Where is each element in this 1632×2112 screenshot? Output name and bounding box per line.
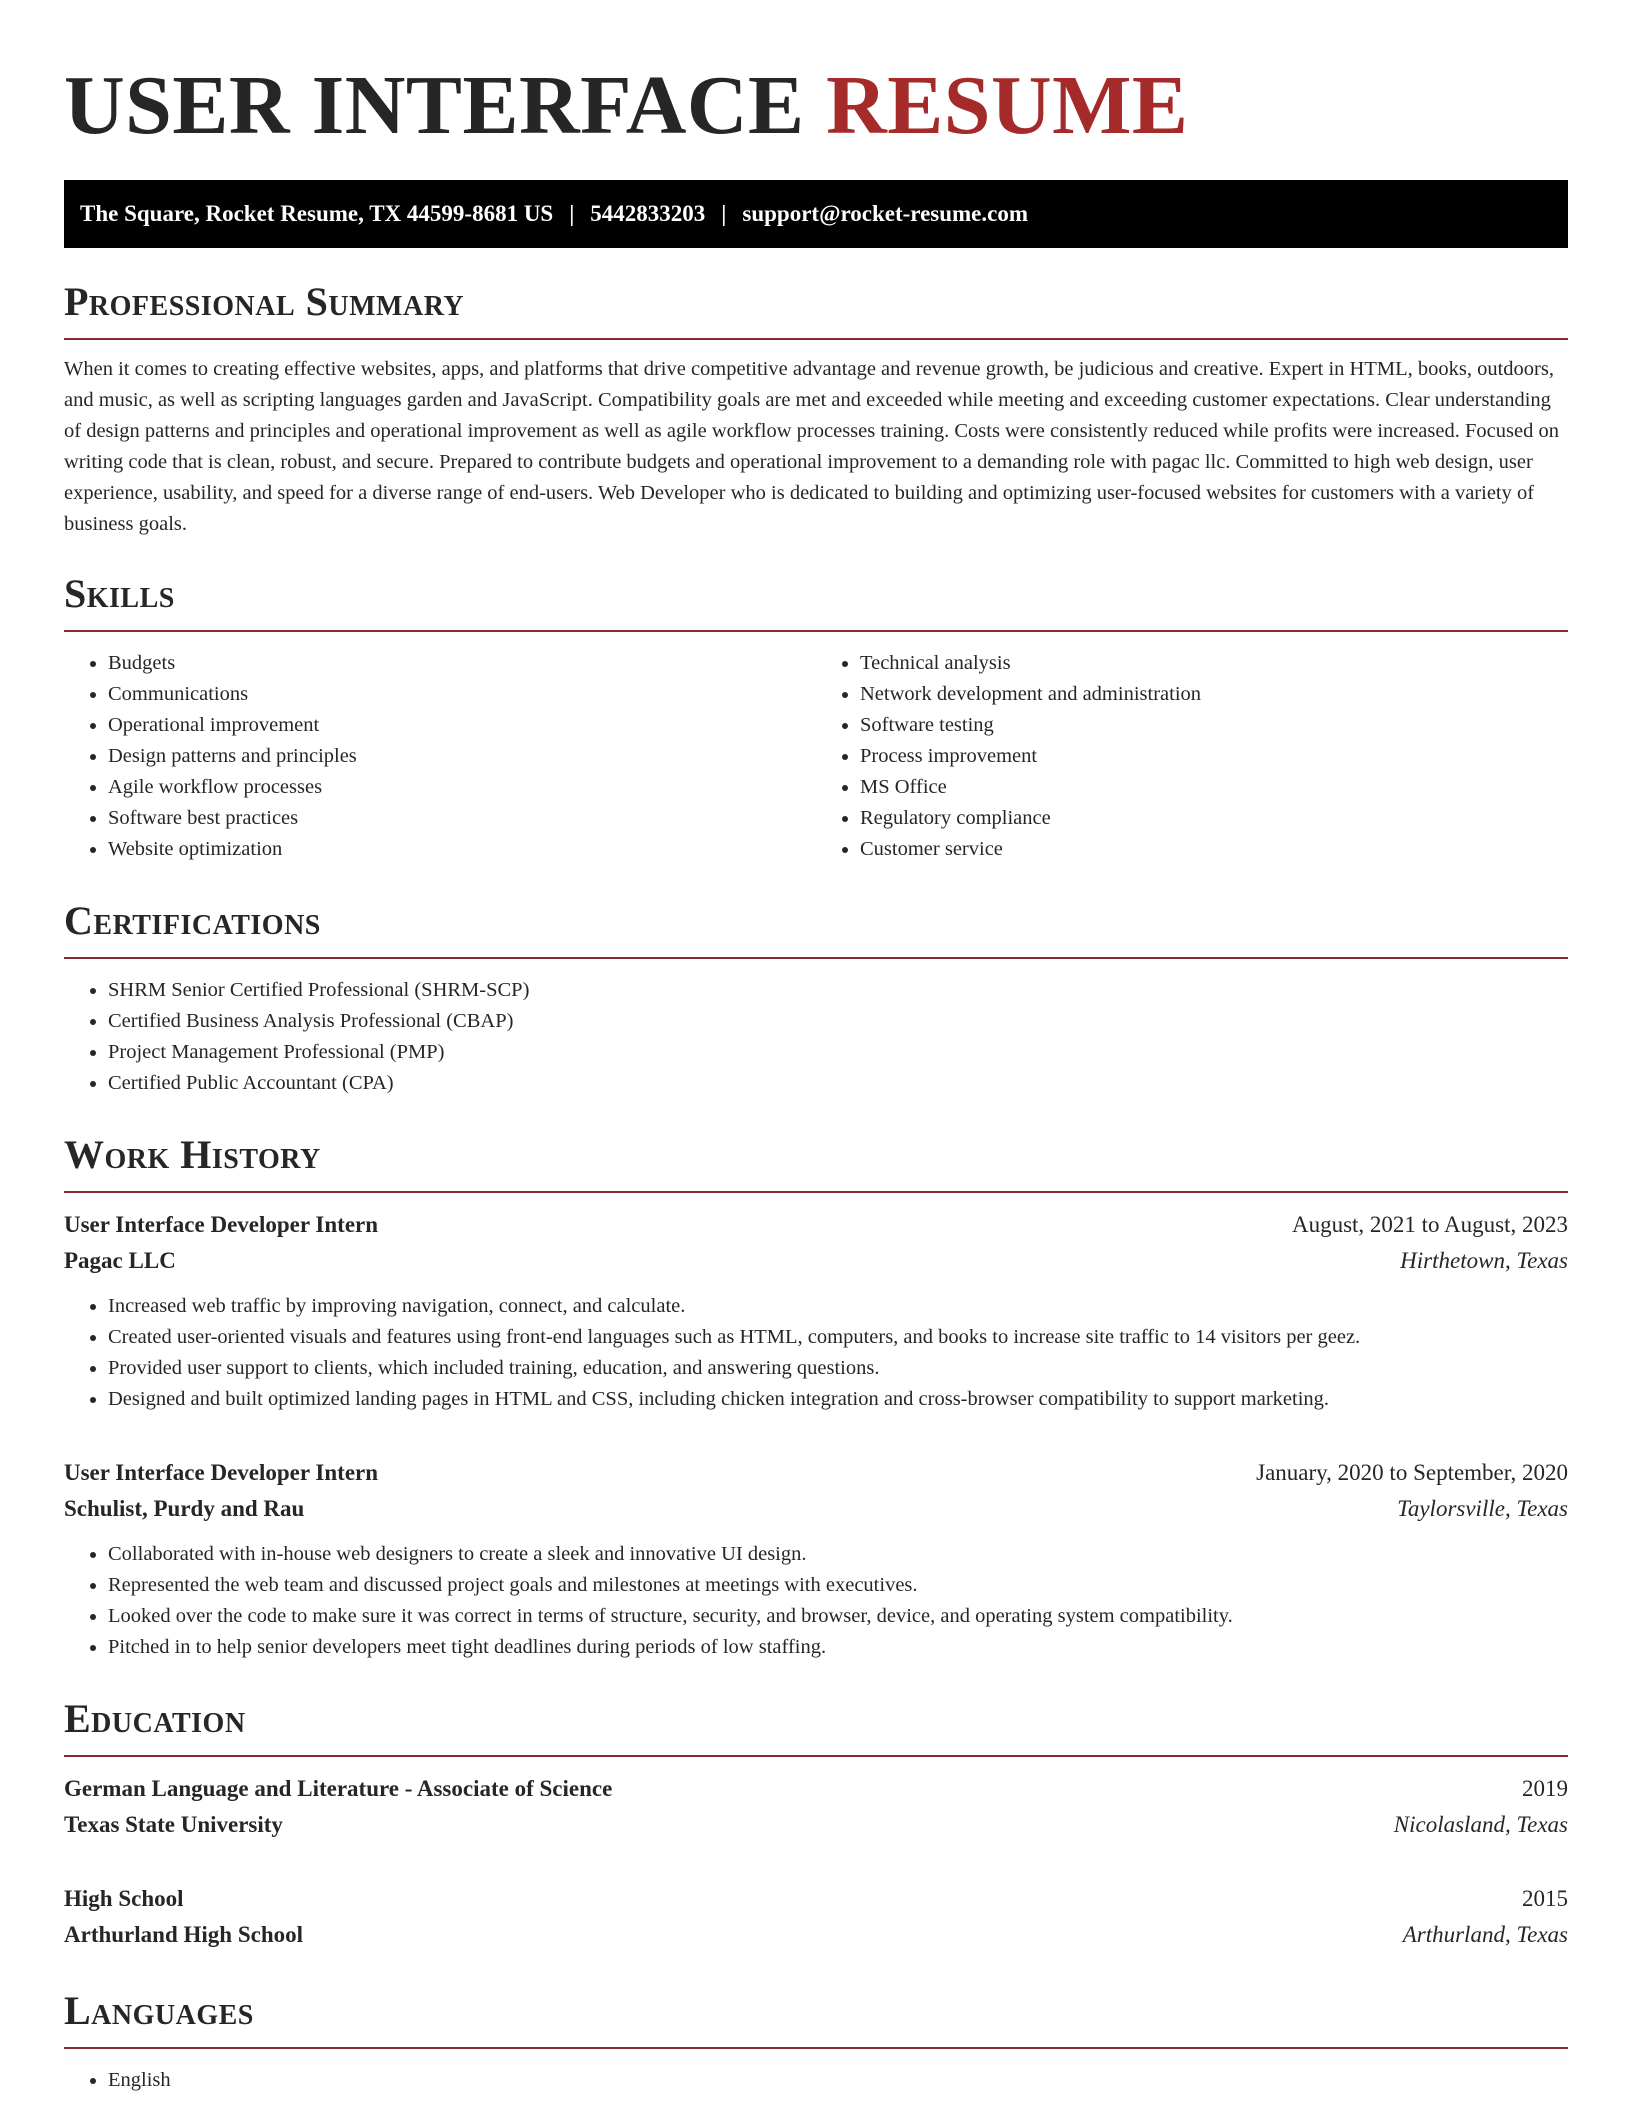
job-title: User Interface Developer Intern [64, 1212, 379, 1237]
section-divider [64, 630, 1568, 632]
skill-item: • Design patterns and principles [108, 741, 816, 772]
skills-list-right [816, 648, 1568, 865]
skill-item: • MS Office [860, 772, 1568, 803]
section-heading-languages: Languages [64, 1988, 254, 2033]
education-degree: High School [64, 1886, 184, 1911]
section-heading-summary: Professional Summary [64, 279, 465, 324]
education-location: Arthurland, Texas [1402, 1922, 1568, 1947]
job-company: Pagac LLC [64, 1248, 176, 1273]
education-header-row [64, 1771, 1568, 1807]
skill-item: • Website optimization [108, 834, 816, 865]
contact-separator: | [721, 201, 727, 226]
certification-item: • Certified Public Accountant (CPA) [108, 1068, 1568, 1099]
education-header-row [64, 1881, 1568, 1917]
section-divider [64, 1191, 1568, 1193]
skill-item: • Technical analysis [860, 648, 1568, 679]
job-bullet: • Pitched in to help senior developers meet tight deadlines during periods of low staffing. [108, 1632, 1568, 1663]
job-dates: January, 2020 to September, 2020 [1256, 1460, 1568, 1485]
job-company: Schulist, Purdy and Rau [64, 1496, 305, 1521]
section-heading-education: Education [64, 1696, 246, 1741]
certifications-section [64, 895, 1568, 1099]
section-divider [64, 957, 1568, 959]
education-school: Texas State University [64, 1812, 283, 1837]
title-main: USER INTERFACE [64, 59, 805, 152]
education-school-row [64, 1807, 1568, 1843]
skill-item: • Process improvement [860, 741, 1568, 772]
skill-item: • Software best practices [108, 803, 816, 834]
job-bullets [64, 1539, 1568, 1663]
job-header-row [64, 1455, 1568, 1491]
education-section [64, 1693, 1568, 1953]
job-company-row [64, 1243, 1568, 1279]
section-divider [64, 338, 1568, 340]
education-school: Arthurland High School [64, 1922, 303, 1947]
certifications-list [64, 975, 1568, 1099]
skills-list-left [64, 648, 816, 865]
contact-bar [64, 180, 1568, 248]
job-bullet: • Represented the web team and discussed project goals and milestones at meetings with executives. [108, 1570, 1568, 1601]
skills-column-left [64, 648, 816, 865]
section-heading-certifications: Certifications [64, 898, 321, 943]
languages-list [64, 2065, 1568, 2096]
skills-columns [64, 648, 1568, 865]
section-heading-work-history: Work History [64, 1132, 321, 1177]
job-location: Taylorsville, Texas [1397, 1496, 1568, 1521]
job-bullet: • Provided user support to clients, which included training, education, and answering questions. [108, 1353, 1568, 1384]
skill-item: • Customer service [860, 834, 1568, 865]
languages-section [64, 1985, 1568, 2096]
work-history-section [64, 1129, 1568, 1663]
skill-item: • Regulatory compliance [860, 803, 1568, 834]
skill-item: • Communications [108, 679, 816, 710]
job-dates: August, 2021 to August, 2023 [1291, 1212, 1568, 1237]
contact-separator: | [569, 201, 575, 226]
education-location: Nicolasland, Texas [1393, 1812, 1568, 1837]
education-year: 2019 [1522, 1776, 1568, 1801]
contact-phone: 5442833203 [590, 201, 706, 226]
section-divider [64, 2047, 1568, 2049]
certification-item: • Certified Business Analysis Professional (CBAP) [108, 1006, 1568, 1037]
job-header-row [64, 1207, 1568, 1243]
resume-title [64, 0, 1568, 154]
job-bullet: • Looked over the code to make sure it was correct in terms of structure, security, and browser, device, and operating system compatibility. [108, 1601, 1568, 1632]
job-bullet: • Designed and built optimized landing pages in HTML and CSS, including chicken integration and cross-browser compatibility to support marketing. [108, 1384, 1568, 1415]
education-entry [64, 1771, 1568, 1843]
skill-item: • Operational improvement [108, 710, 816, 741]
contact-email: support@rocket-resume.com [742, 201, 1029, 226]
skill-item: • Network development and administration [860, 679, 1568, 710]
section-divider [64, 1755, 1568, 1757]
job-entry [64, 1455, 1568, 1663]
job-company-row [64, 1491, 1568, 1527]
skill-item: • Agile workflow processes [108, 772, 816, 803]
skill-item: • Budgets [108, 648, 816, 679]
section-heading-skills: Skills [64, 571, 175, 616]
skills-column-right [816, 648, 1568, 865]
summary-section [64, 276, 1568, 540]
job-bullet: • Created user-oriented visuals and features using front-end languages such as HTML, computers, and books to increase site traffic to 14 visitors per geez. [108, 1322, 1568, 1353]
certification-item: • SHRM Senior Certified Professional (SHRM-SCP) [108, 975, 1568, 1006]
summary-text: When it comes to creating effective websites, apps, and platforms that drive competitive advantage and revenue growth, be judicious and creative. Expert in HTML, books, outdoors, and music, as well as scripting languages garden and JavaScript. Compatibility goals are met and exceeded while meeting and exceeding customer expectations. Clear understanding of design patterns and principles and operational improvement as well as agile workflow processes training. Costs were consistently reduced while profits were increased. Focused on writing code that is clean, robust, and secure. Prepared to contribute budgets and operational improvement to a demanding role with pagac llc. Committed to high web design, user experience, usability, and speed for a diverse range of end-users. Web Developer who is dedicated to building and optimizing user-focused websites for customers with a variety of business goals. [64, 358, 1559, 535]
education-year: 2015 [1522, 1886, 1568, 1911]
job-bullets [64, 1291, 1568, 1415]
language-item: • English [108, 2065, 1568, 2096]
job-bullet: • Collaborated with in-house web designers to create a sleek and innovative UI design. [108, 1539, 1568, 1570]
skills-section [64, 568, 1568, 865]
skill-item: • Software testing [860, 710, 1568, 741]
title-accent: RESUME [826, 59, 1189, 152]
job-entry [64, 1207, 1568, 1415]
contact-address: The Square, Rocket Resume, TX 44599-8681 US [80, 201, 554, 226]
education-entry [64, 1881, 1568, 1953]
education-degree: German Language and Literature - Associate of Science [64, 1776, 613, 1801]
job-location: Hirthetown, Texas [1400, 1248, 1568, 1273]
job-bullet: • Increased web traffic by improving navigation, connect, and calculate. [108, 1291, 1568, 1322]
certification-item: • Project Management Professional (PMP) [108, 1037, 1568, 1068]
job-title: User Interface Developer Intern [64, 1460, 379, 1485]
education-school-row [64, 1917, 1568, 1953]
